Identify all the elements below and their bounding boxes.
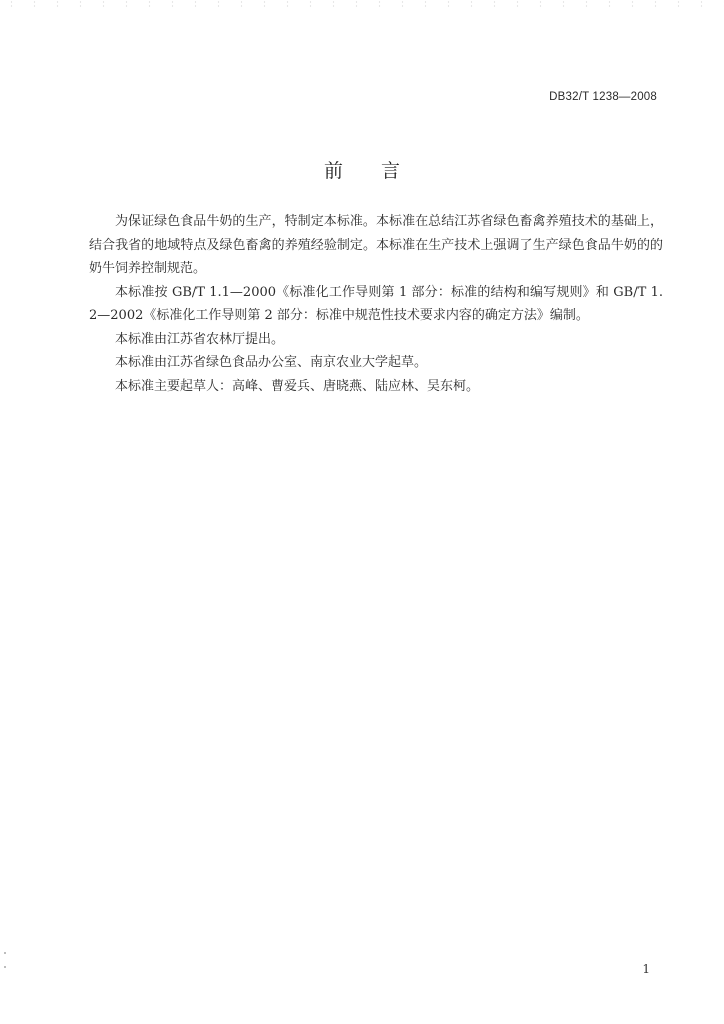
paragraph-drafting-units: 本标准由江苏省绿色食品办公室、南京农业大学起草。: [115, 355, 428, 370]
scan-speck: [4, 952, 6, 954]
scan-speck: [4, 966, 6, 968]
title-char-2: 言: [381, 160, 401, 182]
page-number: 1: [642, 962, 650, 976]
paragraph-proposer: 本标准由江苏省农林厅提出。: [115, 331, 285, 347]
paragraph-purpose: 为保证绿色食品牛奶的生产，特制定本标准。本标准在总结江苏省绿色畜禽养殖技术的基础上，结合我省的地域特点及绿色畜禽的养殖经验制定。本标准在生产技术上强调了生产绿色食品牛奶的的奶牛饲养控制规范。: [89, 214, 663, 276]
foreword-body: [89, 210, 663, 398]
scan-artifact-top: [0, 0, 724, 8]
title-char-1: 前: [323, 160, 343, 182]
paragraph-drafting-rules: 本标准按 GB/T 1.1—2000《标准化工作导则第 1 部分：标准的结构和编写规则》和 GB/T 1.2—2002《标准化工作导则第 2 部分：标准中规范性技术要求内容的确定方法》编制。: [89, 284, 663, 323]
page-title: [0, 156, 724, 183]
standard-number: DB32/T 1238—2008: [549, 91, 657, 103]
paragraph-drafters: 本标准主要起草人：高峰、曹爱兵、唐晓燕、陆应林、吴东柯。: [115, 378, 480, 394]
